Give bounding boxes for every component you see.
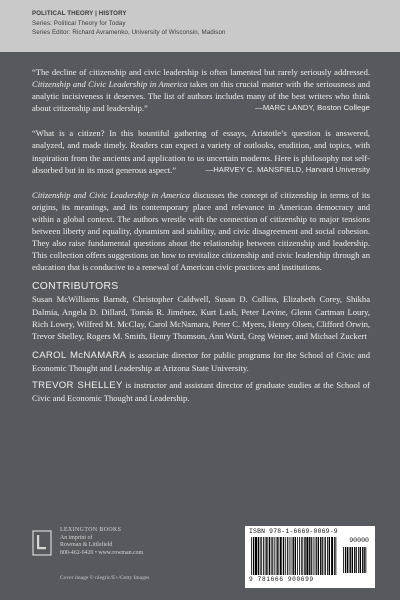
endorsement-mansfield: [32, 127, 370, 175]
endorsement-text: takes on this crucial matter with the seriousness and analytic incisiveness it deserves. The list of authors includes many of the best writers who think about citizenship and leadership.”: [32, 79, 370, 114]
editor-bio-text: is associate director for public programs for the School of Civic and Economic Thought and Leadership at Arizona State University.: [32, 349, 370, 373]
imprint-line: An imprint of: [60, 534, 93, 541]
contributors-list: Susan McWilliams Barndt, Christopher Caldwell, Susan D. Collins, Elizabeth Corey, Shikha Dalmia, Angela D. Dillard, Tomás R. Jiménez, Kurt Lash, Peter Levine, Glenn Cartman Loury, Rich Lowry, Wilfred M. McClay, Carol McNamara, Peter C. Myers, Henry Olsen, Clifford Orwin, Trevor Shelley, Rogers M. Smith, Henry Thomson, Ann Ward, Greg Weiner, and Michael Zuckert: [32, 294, 370, 341]
series-editor: Series Editor: Richard Avramenko, University of Wisconsin, Madison: [32, 29, 226, 37]
publisher-contact: 800-462-6420 • www.rowman.com: [60, 550, 144, 557]
series-band: [0, 0, 400, 52]
editor-bio-text: is instructor and assistant director of graduate studies at the School of Civic and Economic Thought and Leadership.: [32, 379, 370, 404]
endorsement-attribution: —HARVEY C. MANSFIELD, Harvard University: [205, 164, 370, 174]
endorsement-landy: [32, 66, 370, 114]
endorsement-attribution: —MARC LANDY, Boston College: [255, 103, 370, 113]
editor-name: CAROL McNAMARA: [32, 349, 127, 361]
book-title-reference: Citizenship and Civic Leadership in America: [32, 189, 190, 200]
endorsement-text: “The decline of citizenship and civic leadership is often lamented but rarely seriously addressed.: [32, 67, 370, 77]
publisher-info: [60, 527, 143, 558]
back-cover-content: [32, 66, 370, 409]
parent-publisher: Rowman & Littlefield: [60, 542, 113, 549]
endorsement-text: “What is a citizen? In this bountiful gathering of essays, Aristotle’s question is answered, analyzed, and made timely. Readers can expect a variety of outlooks, erudition, and topics, with inspiration from the ancients and application to us uncertain moderns. Here is philosophy not self-absorbed but in its most generous aspect.”: [32, 128, 370, 175]
publisher-name: LEXINGTON BOOKS: [60, 527, 122, 533]
editor-bio-mcnamara: [32, 349, 370, 374]
price-code: 90000: [349, 537, 369, 544]
ean-number: 9 781666 900699: [249, 576, 314, 583]
price-barcode: [343, 547, 367, 573]
contributors-heading: CONTRIBUTORS: [32, 281, 119, 293]
book-title-reference: Citizenship and Civic Leadership in America: [32, 79, 188, 90]
isbn-text: ISBN 978-1-6669-0069-9: [249, 528, 338, 535]
editor-name: TREVOR SHELLEY: [32, 379, 123, 391]
editor-bio-shelley: [32, 379, 370, 404]
barcode-block: [245, 526, 375, 588]
publisher-block: [32, 526, 212, 588]
cover-credit: Cover image © nlegric/E+/Getty Images: [60, 575, 150, 581]
series-category: POLITICAL THEORY | HISTORY: [32, 10, 127, 17]
ean-barcode: [251, 537, 337, 575]
description-text: discusses the concept of citizenship in terms of its origins, its meanings, and its contemporary place and relevance in American democracy and within a global context. The authors wrestle with the connection of citizenship to major tensions between liberty and equality, dynamism and stability, and civic disagreement and social cohesion. They also raise fundamental questions about the relationship between citizenship and leadership. This collection offers suggestions on how to revitalize citizenship and civic leadership through an education that is conducive to a renewal of American civic practices and institutions.: [32, 189, 370, 273]
series-info: [32, 9, 226, 38]
book-description: [32, 189, 370, 274]
series-title: Series: Political Theory for Today: [32, 19, 126, 27]
lexington-book-icon: [32, 530, 52, 556]
